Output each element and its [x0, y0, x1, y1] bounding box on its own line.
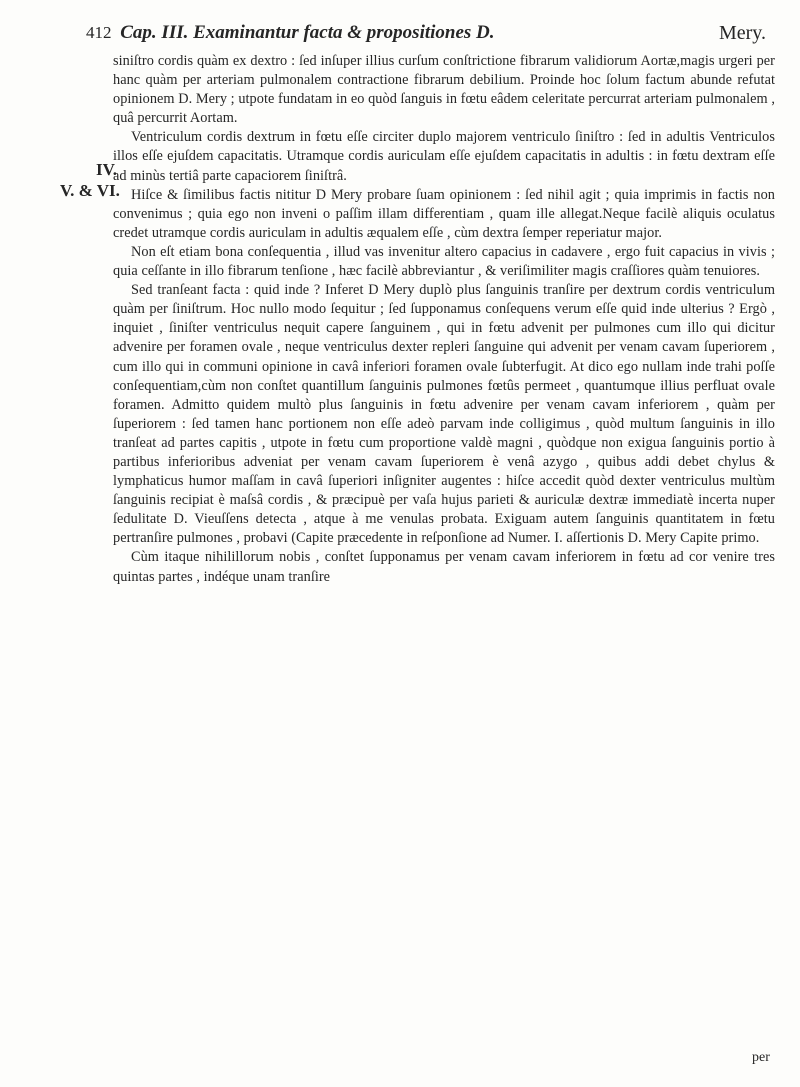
paragraph: siniſtro cordis quàm ex dextro : ſed inſuper illius curſum conſtrictione fibrarum validiorum Aortæ,magis urgeri per hanc quàm per arteriam pulmonalem contractione fibrarum debilium. Proinde hoc ſolum factum abunde refutat opinionem D. Mery ; utpote fundatam in eo quòd ſanguis in fœtu eâdem celeritate percurrat arteriam pulmonalem , quâ percurrit Aortam.	[113, 53, 775, 127]
author-name: Mery.	[718, 22, 766, 44]
paragraph: Sed tranſeant facta : quid inde ? Inferet D Mery duplò plus ſanguinis tranſire per dextrum cordis ventriculum quàm per ſiniſtrum. Hoc nullo modo ſequitur ; ſed ſupponamus conſequens verum eſſe quid inde ulterius ? Ergò , inquiet , ſiniſter ventriculus nequit capere ſanguinem , qui in fœtu advenit per pulmones cum illo qui dicitur advenire per foramen ovale , neque ventriculus dexter repleri ſanguine qui advenit per venam cavam ſuperiorem , cum illo qui in communi opinione in cavâ inferiori foramen ovale ſubterfugit. At dico ego nullam inde trahi poſſe conſequentiam,cùm non conſtet quantillum ſanguinis pulmones fœtûs permeet , quantumque illius perfluat ovale foramen. Admitto quidem multò plus ſanguinis in fœtu advenire per venam cavam inferiorem , quàm per ſuperiorem : ſed tamen hanc portionem non eſſe adeò parvam inde colligimus , quòd multum ſanguinis in illo tranſeat ad partes capitis , utpote in fœtu cum proportione valdè magni , quòdque non exigua ſanguinis portio à partibus inferioribus adveniat per venam cavam ſuperiorem è venâ azygo , quibus addi debet chylus & lymphaticus humor maſſam in cavâ ſuperiori inſigniter augentes : hiſce accedit quòd dexter ventriculus multùm ſanguinis recipiat è maſsâ cordis , & præcipuè per vaſa hujus parieti & auriculæ dextræ immediatè incerta nuper ſedulitate D. Vieuſſens detecta , atque à me venulas probata. Exiguam autem ſanguinis quantitatem in fœtu pertranſire pulmones , probavi (Capite præcedente in reſponſione ad Numer. I. aſſertionis D. Mery Capite primo.	[113, 282, 775, 547]
margin-note-iv: IV.	[96, 160, 117, 179]
page-number: 412	[86, 23, 112, 42]
paragraph: Non eſt etiam bona conſequentia , illud vas invenitur altero capacius in cadavere , ergo fuit capacius in vivis ; quia ceſſante in illo fibrarum tenſione , hæc facilè abbreviantur , & veriſimiliter magis craſſiores quàm tenuiores.	[113, 243, 775, 280]
text-body	[113, 52, 775, 587]
margin-note-v-vi: V. & VI.	[60, 181, 120, 200]
catchword: per	[752, 1050, 770, 1065]
running-header	[86, 16, 776, 50]
paragraph: Ventriculum cordis dextrum in fœtu eſſe circiter duplo majorem ventriculo ſiniſtro : ſed in adultis Ventriculos illos eſſe ejuſdem capacitatis. Utramque cordis auriculam eſſe ejuſdem capacitatis in adultis : in fœtu dextram eſſe ad minùs tertiâ parte capaciorem ſiniſtrâ.	[113, 129, 775, 184]
running-title: Cap. III. Examinantur facta & propositiones D.	[120, 22, 495, 43]
paragraph: Cùm itaque nihilillorum nobis , conſtet ſupponamus per venam cavam inferiorem in fœtu ad cor venire tres quintas partes , indéque unam tranſire	[113, 549, 775, 585]
paragraph: Hiſce & ſimilibus factis nititur D Mery probare ſuam opinionem : ſed nihil agit ; quia imprimis in factis non convenimus ; quia ego non inveni o paſſim illam differentiam , quam ille allegat.Neque facilè aliquis oculatus credet utramque cordis auriculam in adultis æqualem eſſe , cùm dextra ſemper reperiatur major.	[113, 186, 775, 241]
